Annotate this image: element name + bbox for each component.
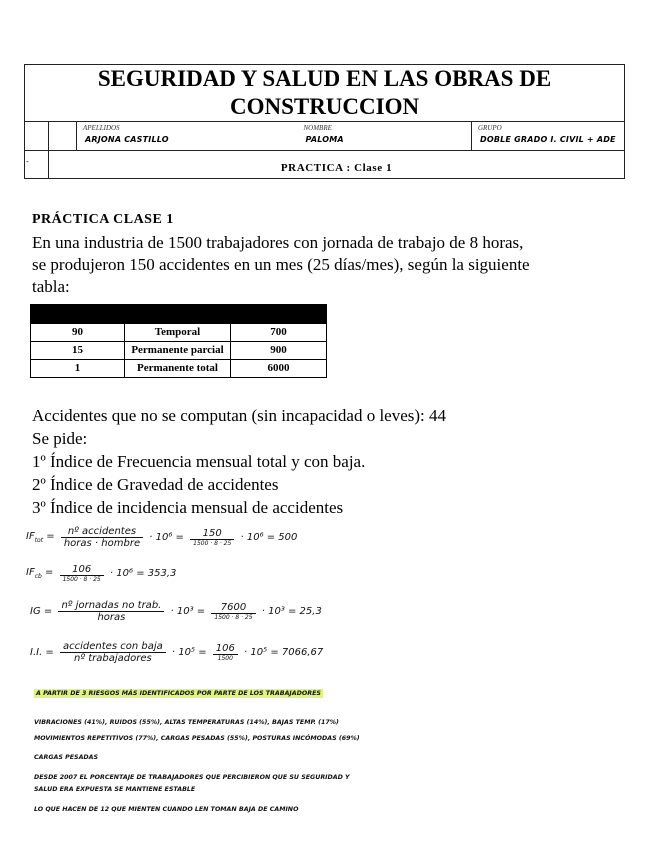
formula-frequency-baja: $IF_{cb}$ = $\frac{106}{1500 \cdot 8 \cdot 25}$ · 10⁶ = 353,3 bbox=[26, 564, 177, 583]
nombre-cell bbox=[298, 122, 472, 151]
apellidos-label: APELLIDOS bbox=[83, 124, 120, 132]
highlighted-note: A PARTIR DE 3 RIESGOS MÁS IDENTIFICADOS POR PARTE DE LOS TRABAJADORES bbox=[36, 690, 321, 697]
question-1: 1º Índice de Frecuencia mensual total y con baja. bbox=[32, 452, 366, 471]
grupo-value: DOBLE GRADO I. CIVIL + ADE bbox=[480, 135, 616, 144]
apellidos-value: ARJONA CASTILLO bbox=[85, 135, 169, 144]
side-mark-cell bbox=[25, 151, 49, 179]
accidents-table bbox=[30, 304, 327, 378]
table-header-row bbox=[31, 305, 327, 324]
note-line: SALUD ERA EXPUESTA SE MANTIENE ESTABLE bbox=[34, 786, 196, 793]
formula-gravedad: IG = $\frac{\text{nº jornadas no trab.}}{\text{horas}}$ · 10³ = $\frac{7600}{1500 \cdot 8 \cdot 25}$ · 10³ = 25,3 bbox=[30, 600, 322, 623]
formula-lhs: I.I. = bbox=[30, 647, 54, 658]
title-line-1: SEGURIDAD Y SALUD EN LAS OBRAS DE bbox=[97, 66, 552, 91]
formula-lhs: $IF_{cb}$ = bbox=[26, 567, 54, 580]
formula-fraction: $\frac{\text{accidentes con baja}}{\text{nº trabajadores}}$ bbox=[60, 641, 166, 664]
table-cell: Temporal bbox=[125, 324, 231, 342]
note-line: VIBRACIONES (41%), RUIDOS (55%), ALTAS TEMPERATURAS (14%), BAJAS TEMP. (17%) bbox=[34, 719, 339, 726]
para-line-3: tabla: bbox=[32, 277, 70, 296]
table-row bbox=[31, 324, 327, 342]
formula-fraction-values: $\frac{7600}{1500 \cdot 8 \cdot 25}$ bbox=[211, 602, 255, 621]
formula-lhs: $IF_{tot}$ = bbox=[26, 531, 55, 544]
table-cell: 1 bbox=[31, 360, 125, 378]
nombre-value: PALOMA bbox=[305, 135, 344, 144]
questions-block bbox=[32, 404, 446, 519]
note-line: DESDE 2007 EL PORCENTAJE DE TRABAJADORES QUE PERCIBIERON QUE SU SEGURIDAD Y bbox=[34, 774, 350, 781]
apellidos-cell bbox=[77, 122, 298, 151]
accidents-not-computed: Accidentes que no se computan (sin incapacidad o leves): 44 bbox=[32, 406, 447, 425]
table-cell: 700 bbox=[231, 324, 327, 342]
table-cell: 6000 bbox=[231, 360, 327, 378]
blank-cell-a bbox=[25, 122, 49, 151]
practica-heading: PRÁCTICA CLASE 1 bbox=[32, 212, 174, 227]
note-line: CARGAS PESADAS bbox=[34, 754, 99, 761]
formula-fraction: $\frac{\text{nº jornadas no trab.}}{\text{horas}}$ bbox=[58, 600, 164, 623]
question-2: 2º Índice de Gravedad de accidentes bbox=[32, 475, 279, 494]
formula-lhs: IG = bbox=[30, 606, 53, 617]
para-line-2: se produjeron 150 accidentes en un mes (25 días/mes), según la siguiente bbox=[32, 255, 530, 274]
table-cell: Permanente parcial bbox=[125, 342, 231, 360]
header-cell bbox=[125, 305, 231, 324]
title-line-2: CONSTRUCCION bbox=[229, 94, 420, 119]
problem-statement bbox=[32, 232, 632, 298]
table-cell: 900 bbox=[231, 342, 327, 360]
header-cell bbox=[231, 305, 327, 324]
note-line: MOVIMIENTOS REPETITIVOS (77%), CARGAS PESADAS (55%), POSTURAS INCÓMODAS (69%) bbox=[34, 735, 360, 742]
table-cell: 90 bbox=[31, 324, 125, 342]
formula-fraction-values: $\frac{106}{1500}$ bbox=[213, 643, 238, 662]
note-line: LO QUE HACEN DE 12 QUE MIENTEN CUANDO LEN TOMAN BAJA DE CAMINO bbox=[34, 806, 299, 813]
formula-fraction-values: $\frac{150}{1500 \cdot 8 \cdot 25}$ bbox=[190, 528, 234, 547]
nombre-label: NOMBRE bbox=[303, 124, 332, 132]
formula-incidencia: I.I. = $\frac{\text{accidentes con baja}}{\text{nº trabajadores}}$ · 10⁵ = $\frac{106}{1500}$ · 10⁵ = 7066,67 bbox=[30, 641, 324, 664]
document-title bbox=[25, 65, 625, 122]
para-line-1: En una industria de 1500 trabajadores con jornada de trabajo de 8 horas, bbox=[32, 233, 524, 252]
table-cell: 15 bbox=[31, 342, 125, 360]
grupo-cell bbox=[472, 122, 625, 151]
formula-fraction-values: $\frac{106}{1500 \cdot 8 \cdot 25}$ bbox=[60, 564, 104, 583]
blank-cell-b bbox=[49, 122, 77, 151]
formula-frequency-total: $IF_{tot}$ = $\frac{\text{nº accidentes}}{\text{horas · hombre}}$ · 10⁶ = $\frac{150}{1500 \cdot 8 \cdot 25}$ · 10⁶ = 500 bbox=[26, 526, 298, 549]
practica-label: PRACTICA : Clase 1 bbox=[280, 162, 393, 174]
se-pide: Se pide: bbox=[32, 429, 88, 448]
table-row bbox=[31, 360, 327, 378]
practica-cell bbox=[49, 151, 625, 179]
header-cell bbox=[31, 305, 125, 324]
table-cell: Permanente total bbox=[125, 360, 231, 378]
question-3: 3º Índice de incidencia mensual de accidentes bbox=[32, 498, 344, 517]
grupo-label: GRUPO bbox=[478, 124, 502, 132]
table-row bbox=[31, 342, 327, 360]
side-mark: - bbox=[26, 157, 29, 166]
formula-fraction: $\frac{\text{nº accidentes}}{\text{horas · hombre}}$ bbox=[61, 526, 143, 549]
header-table bbox=[24, 64, 625, 179]
